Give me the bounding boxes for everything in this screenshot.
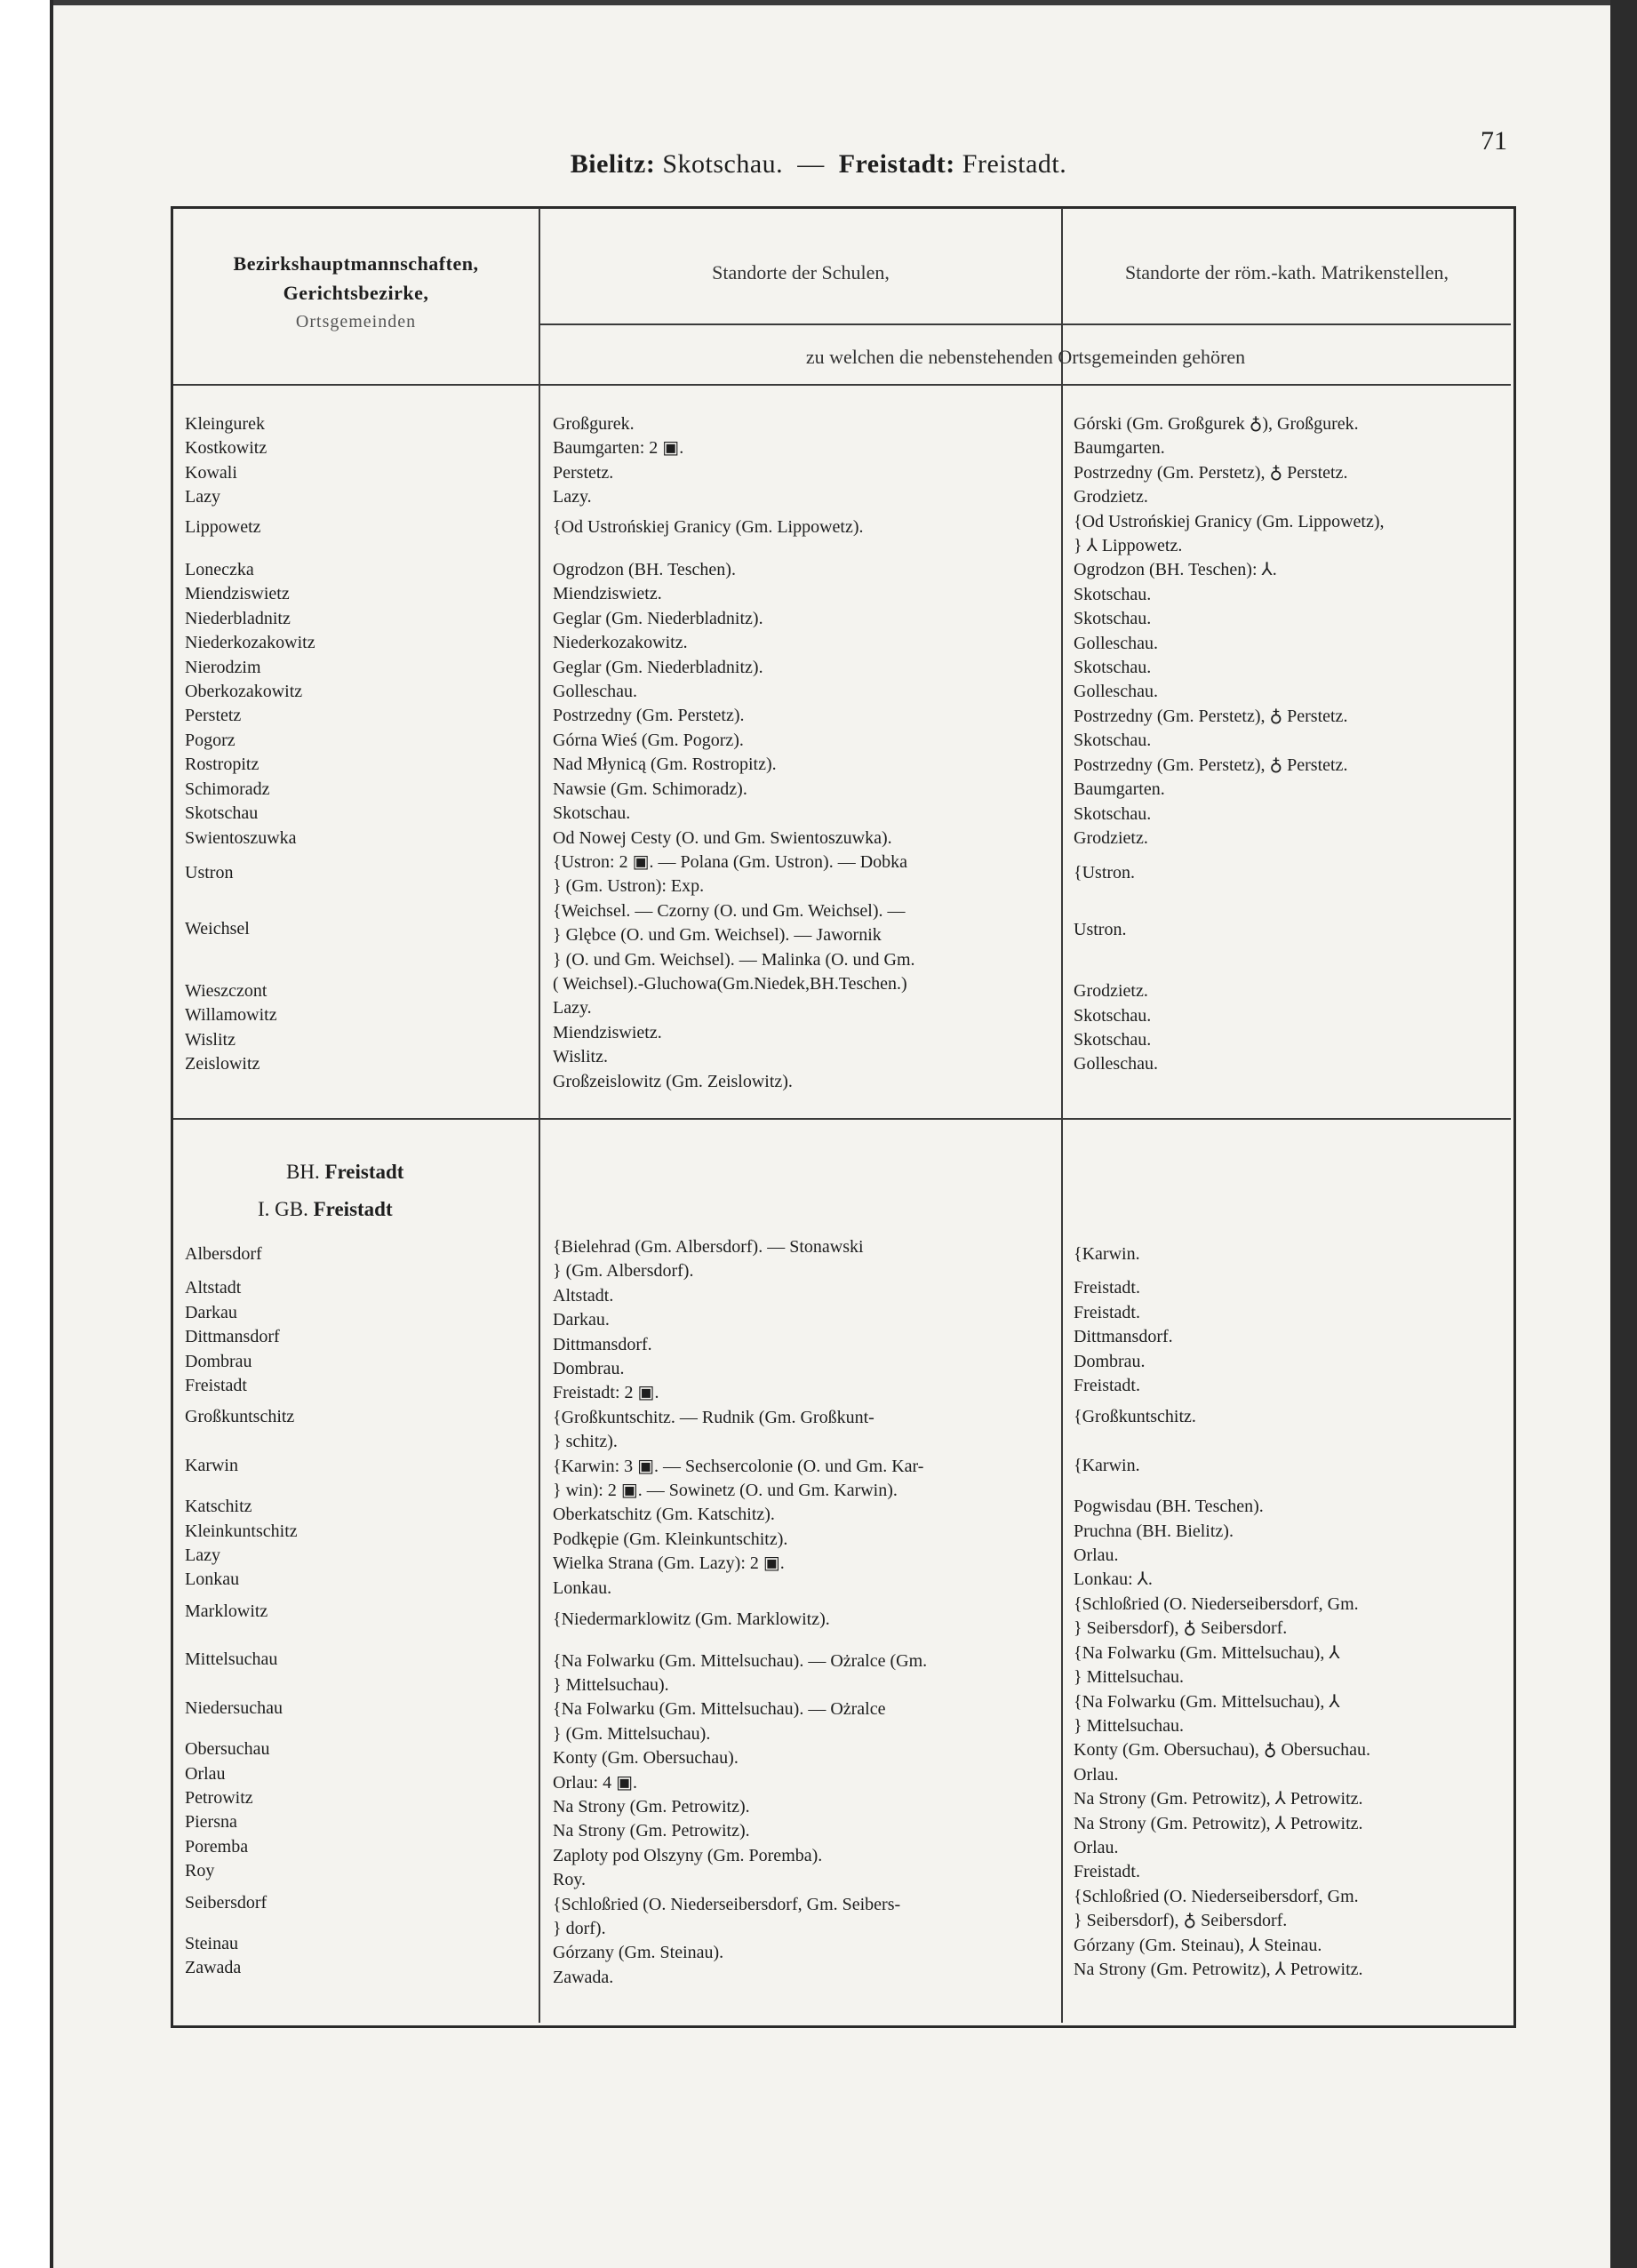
parish-niederbladnitz: Skotschau.: [1074, 609, 1152, 629]
municipality-darkau: Darkau: [185, 1302, 237, 1322]
municipality-weichsel: Weichsel: [185, 919, 250, 939]
municipality-piersna: Piersna: [185, 1812, 237, 1833]
school-loneczka: Ogrodzon (BH. Teschen).: [553, 560, 736, 580]
parish-dombrau: Dombrau.: [1074, 1351, 1146, 1371]
parish-kleingurek: Górski (Gm. Großgurek ♁), Großgurek.: [1074, 414, 1359, 434]
parish-orlau: Orlau.: [1074, 1764, 1119, 1785]
municipality-wislitz: Wislitz: [185, 1029, 236, 1050]
parish-swientoszuwka: Grodzietz.: [1074, 827, 1148, 848]
parish-lippowetz-cont: } ⅄ Lippowetz.: [1074, 536, 1183, 556]
municipality-obersuchau: Obersuchau: [185, 1739, 270, 1760]
school-albersdorf: {Bielehrad (Gm. Albersdorf). — Stonawski: [553, 1237, 864, 1257]
parish-miendziswietz: Skotschau.: [1074, 584, 1152, 604]
municipality-ustron: Ustron: [185, 862, 234, 882]
school-obersuchau: Konty (Gm. Obersuchau).: [553, 1748, 739, 1769]
municipality-loneczka: Loneczka: [185, 560, 254, 580]
school-grosskuntschitz-cont: } schitz).: [553, 1432, 618, 1452]
municipality-mittelsuchau: Mittelsuchau: [185, 1649, 278, 1670]
school-lonkau: Lonkau.: [553, 1577, 612, 1598]
municipality-dombrau: Dombrau: [185, 1351, 252, 1371]
parish-wislitz: Skotschau.: [1074, 1029, 1152, 1050]
school-lippowetz: {Od Ustrońskiej Granicy (Gm. Lippowetz).: [553, 516, 864, 537]
block1-parishes: [1074, 412, 1385, 1077]
municipality-kleinkuntschitz: Kleinkuntschitz: [185, 1521, 298, 1541]
municipality-zawada: Zawada: [185, 1958, 242, 1978]
scan-right-edge: [1610, 0, 1637, 2268]
school-zeislowitz: Großzeislowitz (Gm. Zeislowitz).: [553, 1071, 793, 1091]
school-seibersdorf-cont: } dorf).: [553, 1918, 606, 1938]
block1-schools: [553, 412, 915, 1094]
header-parishes: Standorte der röm.-kath. Matrikenstellen,: [1124, 261, 1449, 284]
school-altstadt: Altstadt.: [553, 1285, 614, 1306]
parish-albersdorf: {Karwin.: [1074, 1244, 1140, 1264]
parish-lonkau: Lonkau: ⅄.: [1074, 1569, 1153, 1590]
parish-roy: Freistadt.: [1074, 1862, 1140, 1882]
municipality-oberkozakowitz: Oberkozakowitz: [185, 682, 303, 702]
school-kleinkuntschitz: Podkępie (Gm. Kleinkuntschitz).: [553, 1529, 788, 1549]
school-dombrau: Dombrau.: [553, 1359, 625, 1379]
parish-poremba: Orlau.: [1074, 1837, 1119, 1857]
school-seibersdorf: {Schloßried (O. Niederseibersdorf, Gm. Seibers-: [553, 1894, 901, 1914]
school-willamowitz: Miendziswietz.: [553, 1022, 662, 1042]
header-col1-line2: Gerichtsbezirke,: [283, 282, 429, 304]
parish-kowali: Postrzedny (Gm. Perstetz), ♁ Perstetz.: [1074, 462, 1348, 483]
school-karwin-cont: } win): 2 ▣. — Sowinetz (O. und Gm. Karwin).: [553, 1481, 898, 1501]
parish-oberkozakowitz: Golleschau.: [1074, 682, 1158, 702]
school-swientoszuwka: Od Nowej Cesty (O. und Gm. Swientoszuwka).: [553, 827, 892, 848]
municipality-lonkau: Lonkau: [185, 1569, 240, 1590]
municipality-altstadt: Altstadt: [185, 1278, 242, 1298]
parish-wieszczont: Grodzietz.: [1074, 981, 1148, 1002]
municipality-seibersdorf: Seibersdorf: [185, 1892, 268, 1913]
municipality-freistadt: Freistadt: [185, 1376, 247, 1396]
column-divider-2: [1061, 208, 1063, 2023]
school-grosskuntschitz: {Großkuntschitz. — Rudnik (Gm. Großkunt-: [553, 1407, 874, 1427]
school-mittelsuchau: {Na Folwarku (Gm. Mittelsuchau). — Ożralce (Gm.: [553, 1650, 928, 1671]
school-perstetz: Postrzedny (Gm. Perstetz).: [553, 706, 745, 726]
municipality-kowali: Kowali: [185, 462, 237, 483]
municipality-pogorz: Pogorz: [185, 730, 236, 750]
parish-seibersdorf: {Schloßried (O. Niederseibersdorf, Gm.: [1074, 1886, 1359, 1906]
school-katschitz: Oberkatschitz (Gm. Katschitz).: [553, 1505, 775, 1525]
school-weichsel: {Weichsel. — Czorny (O. und Gm. Weichsel). —: [553, 900, 906, 921]
school-marklowitz: {Niedermarklowitz (Gm. Marklowitz).: [553, 1609, 830, 1630]
running-head: Bielitz: Skotschau. — Freistadt: Freistadt.: [570, 149, 1067, 179]
school-ustron-cont: } (Gm. Ustron): Exp.: [553, 876, 705, 897]
parish-pogorz: Skotschau.: [1074, 731, 1152, 751]
parish-weichsel: Ustron.: [1074, 919, 1127, 939]
parish-darkau: Freistadt.: [1074, 1302, 1140, 1322]
municipality-lazy: Lazy: [185, 487, 220, 507]
parish-zeislowitz: Golleschau.: [1074, 1054, 1158, 1074]
municipality-dittmansdorf: Dittmansdorf: [185, 1327, 280, 1347]
parish-marklowitz-cont: } Seibersdorf), ♁ Seibersdorf.: [1074, 1618, 1288, 1639]
school-schimoradz: Nawsie (Gm. Schimoradz).: [553, 779, 747, 799]
municipality-katschitz: Katschitz: [185, 1497, 252, 1517]
block2-parishes: [1074, 1235, 1370, 1982]
school-steinau: Górzany (Gm. Steinau).: [553, 1943, 724, 1963]
parish-mittelsuchau: {Na Folwarku (Gm. Mittelsuchau), ⅄: [1074, 1642, 1340, 1663]
municipality-miendziswietz: Miendziswietz: [185, 584, 290, 604]
parish-kleinkuntschitz: Pruchna (BH. Bielitz).: [1074, 1521, 1234, 1541]
school-wieszczont: Lazy.: [553, 998, 592, 1018]
parish-nierodzim: Skotschau.: [1074, 658, 1152, 678]
parish-karwin: {Karwin.: [1074, 1455, 1140, 1475]
municipality-skotschau: Skotschau: [185, 803, 259, 824]
municipality-roy: Roy: [185, 1861, 215, 1881]
school-weichsel-cont: } Glębce (O. und Gm. Weichsel). — Jawornik: [553, 925, 882, 946]
school-darkau: Darkau.: [553, 1310, 610, 1330]
parish-loneczka: Ogrodzon (BH. Teschen): ⅄.: [1074, 560, 1277, 580]
municipality-kleingurek: Kleingurek: [185, 414, 265, 434]
parish-lazy: Grodzietz.: [1074, 487, 1148, 507]
municipality-karwin: Karwin: [185, 1455, 238, 1475]
municipality-niedersuchau: Niedersuchau: [185, 1697, 283, 1718]
municipality-petrowitz: Petrowitz: [185, 1787, 253, 1808]
school-niederkozakowitz: Niederkozakowitz.: [553, 633, 688, 653]
municipality-schimoradz: Schimoradz: [185, 779, 270, 799]
municipality-kostkowitz: Kostkowitz: [185, 438, 268, 459]
scan-left-margin: [0, 0, 53, 2268]
school-freistadt: Freistadt: 2 ▣.: [553, 1383, 659, 1403]
school-oberkozakowitz: Golleschau.: [553, 682, 637, 702]
municipality-marklowitz: Marklowitz: [185, 1601, 268, 1621]
parish-niedersuchau: {Na Folwarku (Gm. Mittelsuchau), ⅄: [1074, 1691, 1340, 1712]
section-title-bh: BH. Freistadt: [286, 1161, 404, 1183]
municipality-zeislowitz: Zeislowitz: [185, 1053, 260, 1074]
municipality-orlau: Orlau: [185, 1763, 226, 1784]
school-weichsel-cont3: ( Weichsel).-Gluchowa(Gm.Niedek,BH.Teschen.): [553, 973, 907, 994]
municipality-willamowitz: Willamowitz: [185, 1005, 277, 1026]
parish-lazy-2: Orlau.: [1074, 1545, 1119, 1566]
parish-grosskuntschitz: {Großkuntschitz.: [1074, 1407, 1196, 1427]
school-dittmansdorf: Dittmansdorf.: [553, 1334, 652, 1354]
school-rostropitz: Nad Młynicą (Gm. Rostropitz).: [553, 755, 777, 775]
parish-kostkowitz: Baumgarten.: [1074, 438, 1165, 459]
column-divider-1: [539, 208, 540, 2023]
header-subheader: zu welchen die nebenstehenden Ortsgemeinden gehören: [805, 346, 1246, 368]
header-rule: [173, 384, 1511, 386]
school-roy: Roy.: [553, 1870, 587, 1890]
municipality-albersdorf: Albersdorf: [185, 1244, 262, 1264]
parish-skotschau: Skotschau.: [1074, 803, 1152, 824]
school-niedersuchau: {Na Folwarku (Gm. Mittelsuchau). — Ożralce: [553, 1699, 886, 1720]
scan-top-edge: [0, 0, 1637, 5]
school-lazy-2: Wielka Strana (Gm. Lazy): 2 ▣.: [553, 1553, 785, 1574]
school-weichsel-cont2: } (O. und Gm. Weichsel). — Malinka (O. und Gm.: [553, 949, 915, 970]
parish-niederkozakowitz: Golleschau.: [1074, 633, 1158, 653]
school-piersna: Na Strony (Gm. Petrowitz).: [553, 1821, 750, 1841]
parish-obersuchau: Konty (Gm. Obersuchau), ♁ Obersuchau.: [1074, 1740, 1370, 1761]
parish-perstetz: Postrzedny (Gm. Perstetz), ♁ Perstetz.: [1074, 706, 1348, 726]
school-wislitz: Wislitz.: [553, 1047, 608, 1067]
block1-municipalities: [185, 412, 315, 1076]
parish-schimoradz: Baumgarten.: [1074, 779, 1165, 800]
school-lazy: Lazy.: [553, 487, 592, 507]
parish-mittelsuchau-cont: } Mittelsuchau.: [1074, 1667, 1185, 1688]
parish-dittmansdorf: Dittmansdorf.: [1074, 1327, 1173, 1347]
school-poremba: Zaploty pod Olszyny (Gm. Poremba).: [553, 1845, 823, 1865]
header-schools: Standorte der Schulen,: [712, 261, 890, 284]
parish-ustron: {Ustron.: [1074, 863, 1136, 883]
parish-willamowitz: Skotschau.: [1074, 1005, 1152, 1026]
school-orlau: Orlau: 4 ▣.: [553, 1772, 637, 1793]
school-pogorz: Górna Wieś (Gm. Pogorz).: [553, 730, 744, 750]
parish-katschitz: Pogwisdau (BH. Teschen).: [1074, 1497, 1264, 1517]
school-skotschau: Skotschau.: [553, 803, 631, 824]
section-title-gb: I. GB. Freistadt: [258, 1198, 393, 1220]
school-niedersuchau-cont: } (Gm. Mittelsuchau).: [553, 1723, 711, 1744]
school-miendziswietz: Miendziswietz.: [553, 584, 662, 604]
school-karwin: {Karwin: 3 ▣. — Sechsercolonie (O. und Gm. Kar-: [553, 1456, 924, 1476]
parish-altstadt: Freistadt.: [1074, 1278, 1140, 1298]
school-zawada: Zawada.: [553, 1967, 614, 1987]
school-petrowitz: Na Strony (Gm. Petrowitz).: [553, 1796, 750, 1817]
scan-binding-edge: [50, 0, 53, 2268]
parish-seibersdorf-cont: } Seibersdorf), ♁ Seibersdorf.: [1074, 1911, 1288, 1931]
school-ustron: {Ustron: 2 ▣. — Polana (Gm. Ustron). — Dobka: [553, 851, 908, 872]
municipality-lippowetz: Lippowetz: [185, 516, 261, 537]
school-mittelsuchau-cont: } Mittelsuchau).: [553, 1674, 669, 1695]
header-municipalities: [173, 249, 539, 337]
parish-rostropitz: Postrzedny (Gm. Perstetz), ♁ Perstetz.: [1074, 755, 1348, 775]
parish-piersna: Na Strony (Gm. Petrowitz), ⅄ Petrowitz.: [1074, 1813, 1363, 1833]
parish-petrowitz: Na Strony (Gm. Petrowitz), ⅄ Petrowitz.: [1074, 1789, 1363, 1809]
header-subrule: [540, 323, 1511, 325]
parish-marklowitz: {Schloßried (O. Niederseibersdorf, Gm.: [1074, 1593, 1359, 1614]
header-col1-line3: Ortsgemeinden: [295, 312, 417, 331]
municipality-perstetz: Perstetz: [185, 706, 242, 726]
municipality-poremba: Poremba: [185, 1836, 249, 1857]
parish-freistadt: Freistadt.: [1074, 1376, 1140, 1396]
municipality-niederbladnitz: Niederbladnitz: [185, 608, 291, 628]
block2-schools: [553, 1235, 927, 1990]
municipality-rostropitz: Rostropitz: [185, 755, 260, 775]
municipality-swientoszuwka: Swientoszuwka: [185, 827, 297, 848]
parish-niedersuchau-cont: } Mittelsuchau.: [1074, 1715, 1185, 1736]
school-albersdorf-cont: } (Gm. Albersdorf).: [553, 1261, 694, 1282]
school-niederbladnitz: Geglar (Gm. Niederbladnitz).: [553, 608, 763, 628]
block-divider: [173, 1118, 1511, 1120]
municipality-steinau: Steinau: [185, 1933, 238, 1953]
municipality-wieszczont: Wieszczont: [185, 980, 268, 1001]
page-number: 71: [1481, 126, 1507, 156]
parish-steinau: Górzany (Gm. Steinau), ⅄ Steinau.: [1074, 1935, 1322, 1955]
municipality-lazy-2: Lazy: [185, 1545, 220, 1566]
school-kleingurek: Großgurek.: [553, 414, 635, 434]
municipality-grosskuntschitz: Großkuntschitz: [185, 1407, 295, 1427]
parish-lippowetz: {Od Ustrońskiej Granicy (Gm. Lippowetz),: [1074, 511, 1385, 531]
municipality-niederkozakowitz: Niederkozakowitz: [185, 633, 315, 653]
school-kostkowitz: Baumgarten: 2 ▣.: [553, 438, 684, 459]
municipality-nierodzim: Nierodzim: [185, 657, 261, 677]
header-col1-line1: Bezirkshauptmannschaften,: [233, 252, 479, 275]
school-nierodzim: Geglar (Gm. Niederbladnitz).: [553, 657, 763, 677]
parish-zawada: Na Strony (Gm. Petrowitz), ⅄ Petrowitz.: [1074, 1959, 1363, 1979]
school-kowali: Perstetz.: [553, 462, 614, 483]
block2-municipalities: [185, 1235, 298, 1981]
